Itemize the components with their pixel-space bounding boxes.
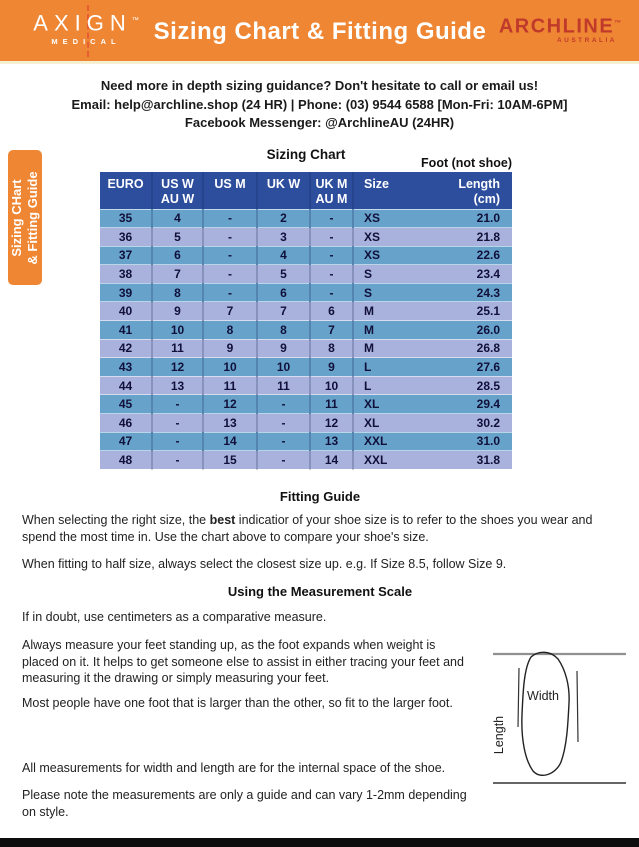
- table-cell: -: [310, 209, 353, 228]
- table-cell: -: [152, 432, 203, 451]
- table-cell: 41: [100, 321, 152, 340]
- axign-wordmark: AXIGN: [33, 10, 132, 36]
- table-cell: -: [203, 283, 257, 302]
- table-cell: 30.2: [440, 414, 512, 433]
- fitting-guide-heading: Fitting Guide: [279, 489, 361, 504]
- table-cell: 10: [310, 376, 353, 395]
- table-cell: 8: [310, 339, 353, 358]
- table-cell: -: [257, 451, 310, 470]
- table-cell: 28.5: [440, 376, 512, 395]
- foot-not-shoe-note: Foot (not shoe): [421, 156, 512, 170]
- column-header-uk-m: UK M AU M: [310, 172, 353, 209]
- table-cell: 12: [310, 414, 353, 433]
- table-cell: 3: [257, 228, 310, 247]
- table-cell: -: [310, 283, 353, 302]
- measurement-paragraph-2: Always measure your feet standing up, as the foot expands when weight is placed on it. It helps to get someone else to assist in either tracing your feet and measuring it the drawing or simply measuring your feet.: [22, 638, 464, 685]
- table-cell: 38: [100, 265, 152, 284]
- table-row: [100, 432, 512, 451]
- table-row: [100, 451, 512, 470]
- table-cell: XS: [353, 209, 440, 228]
- fitting-guide-paragraph-2: When fitting to half size, always select the closest size up. e.g. If Size 8.5, follow Size 9.: [22, 557, 507, 571]
- table-row: [100, 283, 512, 302]
- table-cell: 44: [100, 376, 152, 395]
- table-cell: L: [353, 376, 440, 395]
- table-cell: 9: [310, 358, 353, 377]
- table-cell: 7: [203, 302, 257, 321]
- table-cell: 10: [257, 358, 310, 377]
- sizing-table: [100, 172, 512, 470]
- table-cell: 39: [100, 283, 152, 302]
- table-row: [100, 228, 512, 247]
- page-title: Sizing Chart & Fitting Guide: [153, 18, 487, 45]
- table-row: [100, 339, 512, 358]
- table-cell: 45: [100, 395, 152, 414]
- table-cell: 25.1: [440, 302, 512, 321]
- table-cell: -: [310, 265, 353, 284]
- table-cell: 12: [203, 395, 257, 414]
- table-cell: 12: [152, 358, 203, 377]
- table-cell: 15: [203, 451, 257, 470]
- table-cell: 7: [257, 302, 310, 321]
- measurement-paragraph-3: Most people have one foot that is larger than the other, so fit to the larger foot.: [22, 696, 453, 710]
- table-cell: 36: [100, 228, 152, 247]
- table-cell: 6: [257, 283, 310, 302]
- column-header-us-w: US W AU W: [152, 172, 203, 209]
- table-cell: 8: [203, 321, 257, 340]
- table-row: [100, 358, 512, 377]
- table-cell: 6: [152, 246, 203, 265]
- table-cell: 8: [152, 283, 203, 302]
- table-cell: 31.8: [440, 451, 512, 470]
- table-cell: -: [257, 395, 310, 414]
- table-cell: 11: [257, 376, 310, 395]
- archline-wordmark: ARCHLINE: [498, 15, 615, 38]
- column-header-size: Size: [353, 172, 440, 209]
- table-cell: 5: [152, 228, 203, 247]
- measurement-scale-heading: Using the Measurement Scale: [227, 584, 413, 599]
- bottom-bar: [0, 838, 639, 847]
- table-row: [100, 414, 512, 433]
- table-cell: 48: [100, 451, 152, 470]
- table-row: [100, 246, 512, 265]
- table-row: [100, 265, 512, 284]
- diagram-right-width-line: [577, 671, 578, 742]
- table-cell: -: [152, 395, 203, 414]
- table-cell: -: [310, 246, 353, 265]
- table-cell: 7: [152, 265, 203, 284]
- table-cell: XXL: [353, 451, 440, 470]
- table-cell: XL: [353, 395, 440, 414]
- contact-block: [0, 77, 639, 133]
- table-cell: 8: [257, 321, 310, 340]
- table-cell: -: [203, 228, 257, 247]
- axign-medical-subtext: MEDICAL: [51, 37, 121, 47]
- table-cell: 27.6: [440, 358, 512, 377]
- contact-line-messenger: Facebook Messenger: @ArchlineAU (24HR): [184, 115, 455, 130]
- column-header-euro: EURO: [100, 172, 152, 209]
- table-cell: 11: [152, 339, 203, 358]
- axign-logo-text: [30, 9, 142, 35]
- table-cell: -: [152, 414, 203, 433]
- fitting-guide-paragraph-1: [22, 512, 618, 545]
- side-tab-line2: & Fitting Guide: [25, 170, 40, 265]
- table-cell: M: [353, 321, 440, 340]
- fitting-guide-p1-bold-word: best: [209, 513, 236, 527]
- measurement-paragraph-1: If in doubt, use centimeters as a comparative measure.: [22, 610, 327, 624]
- fitting-guide-p1-pre: When selecting the right size, the: [22, 513, 210, 527]
- table-cell: 10: [203, 358, 257, 377]
- length-label: Length: [492, 715, 506, 755]
- table-cell: 5: [257, 265, 310, 284]
- table-cell: 11: [310, 395, 353, 414]
- table-cell: 26.8: [440, 339, 512, 358]
- table-cell: 9: [152, 302, 203, 321]
- table-cell: XL: [353, 414, 440, 433]
- table-cell: XS: [353, 246, 440, 265]
- table-cell: -: [257, 414, 310, 433]
- table-cell: 40: [100, 302, 152, 321]
- table-cell: 13: [152, 376, 203, 395]
- table-row: [100, 321, 512, 340]
- side-tab-label: [9, 171, 41, 264]
- table-cell: 21.0: [440, 209, 512, 228]
- table-cell: XS: [353, 228, 440, 247]
- archline-australia-subtext: AUSTRALIA: [556, 36, 617, 44]
- axign-medical-logo: [30, 9, 142, 46]
- table-cell: 47: [100, 432, 152, 451]
- table-cell: 23.4: [440, 265, 512, 284]
- table-cell: 4: [152, 209, 203, 228]
- table-cell: -: [203, 265, 257, 284]
- table-cell: 6: [310, 302, 353, 321]
- table-cell: 10: [152, 321, 203, 340]
- table-cell: 9: [257, 339, 310, 358]
- table-cell: 31.0: [440, 432, 512, 451]
- table-cell: 14: [310, 451, 353, 470]
- table-cell: -: [310, 228, 353, 247]
- table-cell: 4: [257, 246, 310, 265]
- column-header-us-m: US M: [203, 172, 257, 209]
- table-cell: 2: [257, 209, 310, 228]
- archline-wordmark-row: [495, 14, 625, 37]
- table-row: [100, 395, 512, 414]
- table-cell: S: [353, 265, 440, 284]
- measurement-paragraph-5: Please note the measurements are only a guide and can vary 1-2mm depending on style.: [22, 788, 467, 819]
- sizing-table-header: [100, 172, 512, 209]
- table-cell: 11: [203, 376, 257, 395]
- table-cell: 13: [310, 432, 353, 451]
- table-cell: 46: [100, 414, 152, 433]
- side-tab-line1: Sizing CHart: [9, 178, 24, 257]
- table-row: [100, 209, 512, 228]
- table-cell: -: [152, 451, 203, 470]
- table-cell: 9: [203, 339, 257, 358]
- table-cell: 22.6: [440, 246, 512, 265]
- foot-outline: [522, 652, 569, 775]
- table-cell: 37: [100, 246, 152, 265]
- table-cell: 7: [310, 321, 353, 340]
- archline-trademark: ™: [614, 20, 622, 27]
- contact-line-email-phone: Email: help@archline.shop (24 HR) | Phone: (03) 9544 6588 [Mon-Fri: 10AM-6PM]: [71, 96, 568, 112]
- measurement-paragraph-4: All measurements for width and length are for the internal space of the shoe.: [22, 761, 446, 775]
- foot-measurement-diagram: [485, 643, 635, 795]
- sizing-chart-title: Sizing Chart: [266, 147, 346, 162]
- table-cell: 26.0: [440, 321, 512, 340]
- table-cell: 42: [100, 339, 152, 358]
- table-cell: 24.3: [440, 283, 512, 302]
- width-label: Width: [527, 689, 559, 703]
- table-cell: 13: [203, 414, 257, 433]
- table-cell: -: [203, 246, 257, 265]
- table-cell: M: [353, 302, 440, 321]
- table-cell: 35: [100, 209, 152, 228]
- contact-line-intro: Need more in depth sizing guidance? Don't hesitate to call or email us!: [100, 78, 539, 93]
- table-cell: -: [257, 432, 310, 451]
- table-cell: M: [353, 339, 440, 358]
- table-cell: 43: [100, 358, 152, 377]
- table-row: [100, 376, 512, 395]
- table-cell: 29.4: [440, 395, 512, 414]
- diagram-left-width-line: [518, 668, 519, 727]
- sizing-table-body: [100, 209, 512, 469]
- table-cell: 14: [203, 432, 257, 451]
- axign-trademark: ™: [131, 17, 139, 24]
- table-cell: 21.8: [440, 228, 512, 247]
- table-cell: XXL: [353, 432, 440, 451]
- archline-logo: [495, 14, 625, 44]
- table-cell: -: [203, 209, 257, 228]
- table-row: [100, 302, 512, 321]
- table-cell: S: [353, 283, 440, 302]
- column-header-uk-w: UK W: [257, 172, 310, 209]
- fitting-guide-p1-post: indicatior of your shoe size is to refer to the shoes you wear and spend the most time in. Use the chart above to compare your shoe's size.: [22, 513, 593, 544]
- header-band: [0, 0, 639, 64]
- side-tab-sizing-chart: [8, 150, 42, 285]
- table-cell: L: [353, 358, 440, 377]
- sizing-table-header-row: [100, 172, 512, 209]
- column-header-length: Length (cm): [440, 172, 512, 209]
